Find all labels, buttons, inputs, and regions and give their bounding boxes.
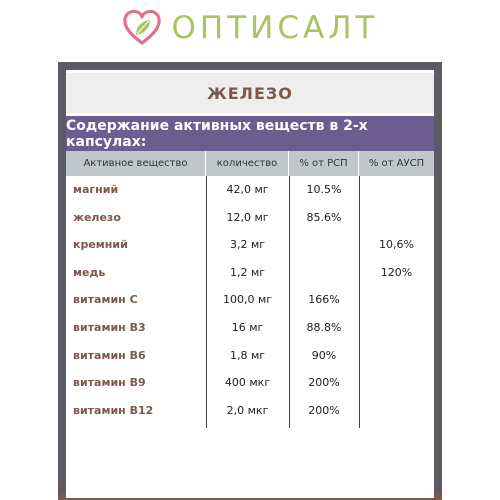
table-row [66, 176, 434, 203]
table-row [66, 314, 434, 341]
cell-qty: 1,8 мг [229, 348, 266, 362]
cell-rsp: 166% [308, 293, 340, 307]
cell-name: кремний [73, 238, 128, 252]
cell-rsp: 200% [308, 403, 340, 417]
cell-ausp: 10,6% [379, 238, 414, 252]
header-quantity: количество [206, 151, 289, 176]
section-banner [66, 116, 434, 151]
cell-name: витамин В6 [73, 348, 146, 362]
title-box [66, 73, 434, 113]
cell-qty: 400 мкг [224, 376, 271, 390]
cell-qty: 12,0 мг [226, 210, 269, 224]
header-rsp: % от РСП [289, 151, 359, 176]
brand-name: ОПТИСАЛТ [171, 10, 379, 46]
page-title: ЖЕЛЕЗО [207, 83, 293, 103]
cell-rsp: 85.6% [306, 210, 342, 224]
cell-rsp [289, 231, 359, 258]
table-row [66, 204, 434, 231]
cell-name: витамин В3 [73, 321, 146, 334]
cell-qty: 1,2 мг [229, 265, 266, 279]
banner-text: Содержание активных веществ в 2-х капсулах: [66, 117, 368, 150]
cell-ausp [359, 342, 434, 369]
cell-ausp [359, 204, 434, 231]
cell-ausp [359, 369, 434, 396]
header-ausp: % от АУСП [359, 151, 434, 176]
cell-ausp [359, 397, 434, 424]
cell-ausp [359, 314, 434, 341]
cell-qty: 42,0 мг [226, 183, 269, 196]
heart-leaf-icon [122, 8, 162, 48]
cell-qty: 16 мг [231, 321, 264, 334]
cell-name: медь [73, 265, 106, 279]
cell-name: магний [73, 183, 119, 196]
cell-name: витамин В12 [73, 403, 154, 417]
cell-ausp [359, 176, 434, 203]
table-row [66, 397, 434, 424]
cell-name: железо [73, 210, 121, 224]
ingredients-table [66, 151, 434, 429]
table-row [66, 259, 434, 286]
header-substance: Активное вещество [66, 151, 206, 176]
cell-qty: 2,0 мкг [226, 403, 269, 417]
cell-rsp: 90% [311, 348, 337, 362]
cell-name: витамин С [73, 293, 138, 307]
cell-qty: 100,0 мг [222, 293, 273, 307]
cell-qty: 3,2 мг [229, 238, 266, 252]
cell-ausp: 120% [380, 265, 413, 279]
brand-logo [0, 0, 500, 56]
cell-name: витамин В9 [73, 376, 146, 390]
cell-rsp: 200% [308, 376, 340, 390]
cell-rsp: 10.5% [306, 183, 342, 196]
cell-rsp [289, 259, 359, 286]
table-row [66, 342, 434, 369]
cell-rsp: 88.8% [306, 321, 342, 334]
table-row [66, 286, 434, 313]
cell-ausp [359, 286, 434, 313]
table-row [66, 231, 434, 258]
table-row [66, 369, 434, 396]
